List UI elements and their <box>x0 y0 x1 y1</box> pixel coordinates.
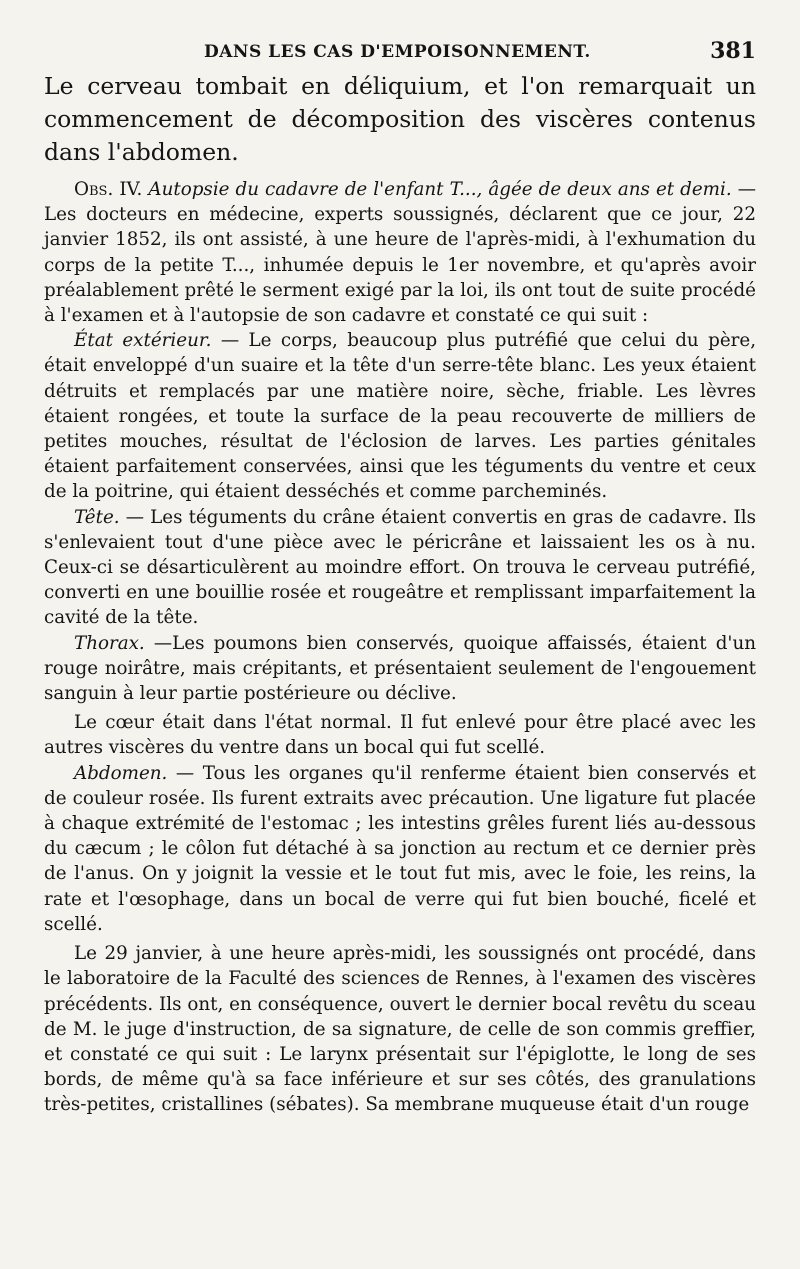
page-number: 381 <box>710 38 756 64</box>
page-header <box>44 36 756 70</box>
obs-title: Autopsie du cadavre de l'enfant T..., âgée de deux ans et demi. <box>148 179 732 200</box>
obs-body: — Les docteurs en médecine, experts soussignés, déclarent que ce jour, 22 janvier 1852, ils ont assisté, à une heure de l'après-midi, à l'exhumation du corps de la petite T..., inhumée depuis le 1er novembre, et qu'après avoir préalablement prêté le serment exigé par la loi, ils ont tout de suite procédé à l'examen et à l'autopsie de son cadavre et constaté ce qui suit : <box>44 179 756 327</box>
etat-heading: État extérieur. <box>74 330 212 352</box>
thorax-body: —Les poumons bien conservés, quoique affaissés, étaient d'un rouge noirâtre, mais crépitants, et présentaient seulement de l'engouement sanguin à leur partie postérieure ou déclive. <box>44 632 756 705</box>
abdomen-paragraph <box>44 761 756 937</box>
observation-paragraph <box>44 177 756 328</box>
abdomen-heading: Abdomen. <box>74 762 168 784</box>
obs-label: Obs. <box>74 179 114 200</box>
thorax-heading: Thorax. <box>74 632 145 654</box>
coeur-paragraph: Le cœur était dans l'état normal. Il fut enlevé pour être placé avec les autres viscères du ventre dans un bocal qui fut scellé. <box>44 712 756 759</box>
obs-numeral: IV. <box>119 179 143 200</box>
etat-body: — Le corps, beaucoup plus putréfié que celui du père, était enveloppé d'un suaire et la tête d'un serre-tête blanc. Les yeux étaient détruits et remplacés par une matière noire, sèche, friable. Les lèvres étaient rongées, et toute la surface de la peau recouverte de milliers de petites mouches, résultat de l'éclosion de larves. Les parties génitales étaient parfaitement conservées, ainsi que les téguments du ventre et ceux de la poitrine, qui étaient desséchés et comme parcheminés. <box>44 330 757 503</box>
running-head: DANS LES CAS D'EMPOISONNEMENT. <box>204 42 591 62</box>
tete-body: — Les téguments du crâne étaient convertis en gras de cadavre. Ils s'enlevaient tout d'une pièce avec le péricrâne et laissaient les os à nu. Ceux-ci se désarticulèrent au moindre effort. On trouva le cerveau putréfié, converti en une bouillie rosée et rougeâtre et remplissant imparfaitement la cavité de la tête. <box>44 506 756 629</box>
janvier-paragraph: Le 29 janvier, à une heure après-midi, les soussignés ont procédé, dans le laboratoire de la Faculté des sciences de Rennes, à l'examen des viscères précédents. Ils ont, en conséquence, ouvert le dernier bocal revêtu du sceau de M. le juge d'instruction, de sa signature, de celle de son commis greffier, et constaté ce qui suit : Le larynx présentait sur l'épiglotte, le long de ses bords, de même qu'à sa face inférieure et sur ses côtés, des granulations très-petites, cristallines (sébates). Sa membrane muqueuse était d'un rouge <box>44 943 756 1116</box>
opening-paragraph: Le cerveau tombait en déliquium, et l'on remarquait un commencement de décomposition des viscères contenus dans l'abdomen. <box>44 72 756 166</box>
tete-heading: Tête. <box>74 506 120 528</box>
etat-paragraph <box>44 328 756 504</box>
abdomen-body: — Tous les organes qu'il renferme étaient bien conservés et de couleur rosée. Ils furent extraits avec précaution. Une ligature fut placée à chaque extrémité de l'estomac ; les intestins grêles furent liés au-dessous du cæcum ; le côlon fut détaché à sa jonction au rectum et ce dernier près de l'anus. On y joignit la vessie et le tout fut mis, avec le foie, les reins, la rate et l'œsophage, dans un bocal de verre qui fut bien bouché, ficelé et scellé. <box>44 762 756 935</box>
tete-paragraph <box>44 505 756 631</box>
thorax-paragraph <box>44 631 756 707</box>
